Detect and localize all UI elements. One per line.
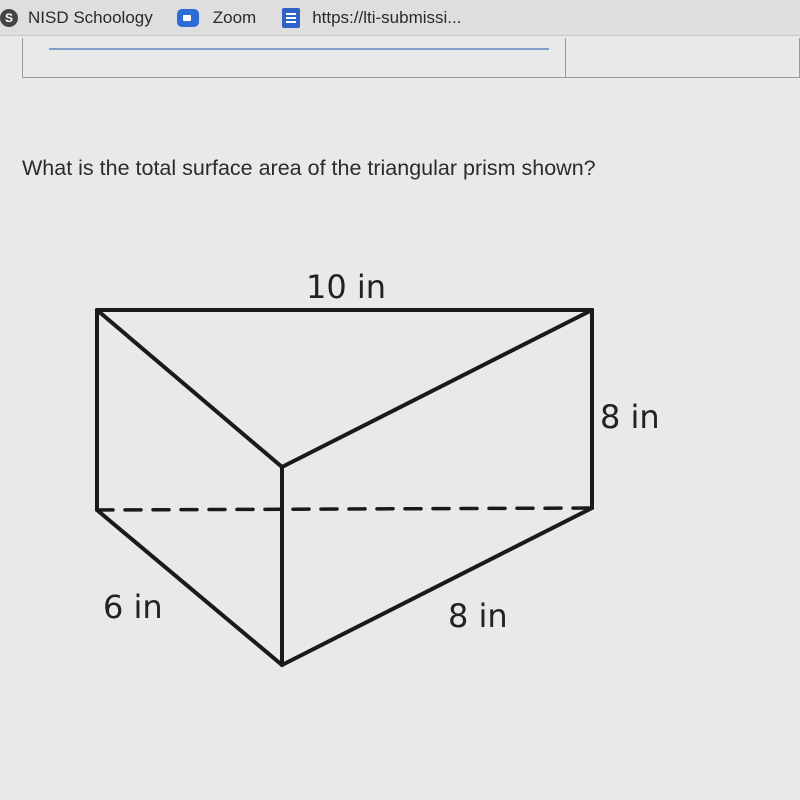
prism-hidden-edge [97,508,592,510]
question-text: What is the total surface area of the triangular prism shown? [22,156,596,180]
schoology-icon: S [0,9,18,27]
prism-top-right-edge [282,310,592,467]
prism-top-left-edge [97,310,282,467]
prism-bottom-right-edge [282,508,592,665]
left-base-label: 6 in [103,588,163,626]
right-base-label: 8 in [448,597,508,635]
bookmark-label: https://lti-submissi... [312,7,462,27]
top-edge-label: 10 in [305,268,387,306]
bookmark-label: NISD Schoology [28,7,153,27]
bookmark-label: Zoom [212,7,257,27]
height-label: 8 in [600,398,660,436]
